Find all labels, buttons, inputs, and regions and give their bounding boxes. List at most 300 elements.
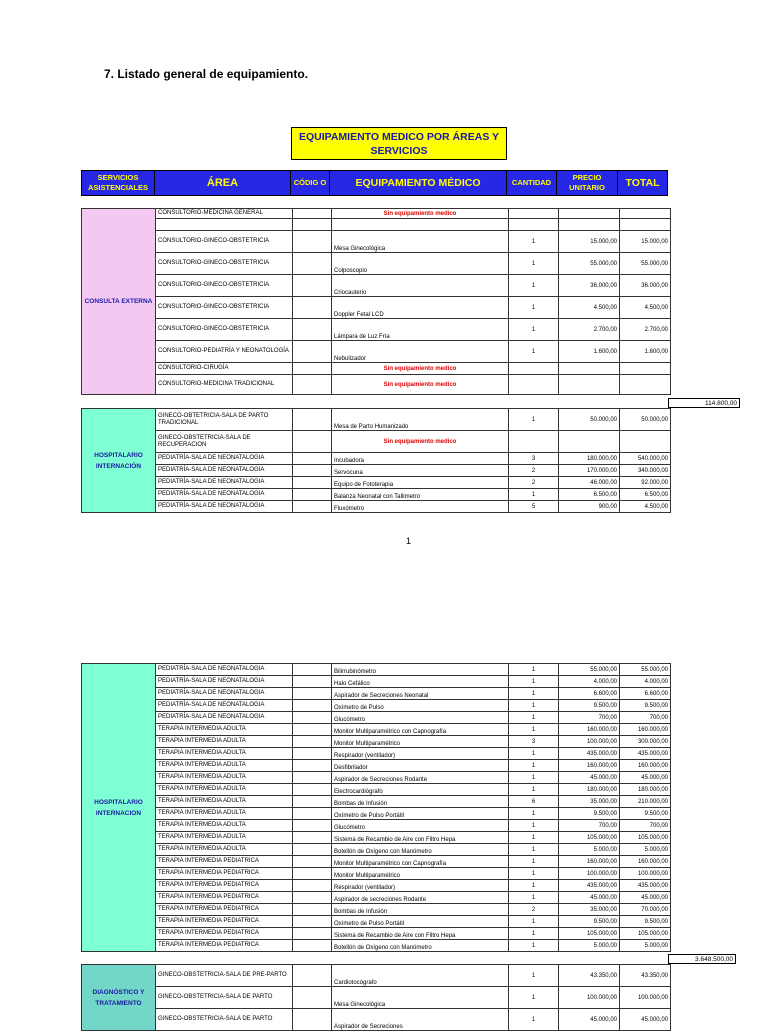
table-row xyxy=(82,501,671,513)
total-cell: 45.000,00 xyxy=(620,1009,671,1031)
equipment-cell: Mesa de Parto Humanizado xyxy=(332,409,509,431)
unit-price-cell: 6.600,00 xyxy=(559,688,620,700)
header-cantidad: CANTIDAD xyxy=(506,170,557,196)
table-row xyxy=(82,453,671,465)
table-row xyxy=(82,892,671,904)
total-cell: 4.500,00 xyxy=(620,501,671,513)
unit-price-cell: 15.000,00 xyxy=(559,231,620,253)
quantity-cell: 1 xyxy=(509,409,559,431)
codigo-cell xyxy=(293,219,332,231)
quantity-cell: 1 xyxy=(509,748,559,760)
equipment-cell: Glucómetro xyxy=(332,712,509,724)
quantity-cell: 1 xyxy=(509,688,559,700)
area-cell: CONSULTORIO-GINECO-OBSTETRICIA xyxy=(156,275,293,297)
section-subtotal: 114.800,00 xyxy=(668,398,740,408)
unit-price-cell: 700,00 xyxy=(559,820,620,832)
quantity-cell: 1 xyxy=(509,676,559,688)
equipment-cell: Servocuna xyxy=(332,465,509,477)
unit-price-cell: 100.000,00 xyxy=(559,987,620,1009)
equipment-cell: Bombas de Infusión xyxy=(332,904,509,916)
table-row xyxy=(82,772,671,784)
codigo-cell xyxy=(293,808,332,820)
area-cell: PEDIATRÍA-SALA DE NEONATALOGIA xyxy=(156,676,293,688)
unit-price-cell: 35.000,00 xyxy=(559,904,620,916)
area-cell: TERAPIA INTERMEDIA ADULTA xyxy=(156,760,293,772)
table-row xyxy=(82,341,671,363)
codigo-cell xyxy=(293,375,332,395)
total-cell: 55.000,00 xyxy=(620,253,671,275)
codigo-cell xyxy=(293,341,332,363)
unit-price-cell xyxy=(559,431,620,453)
equipment-cell: Bilirrubinómetro xyxy=(332,664,509,676)
equipment-cell: Mesa Ginecológica xyxy=(332,987,509,1009)
unit-price-cell: 100.000,00 xyxy=(559,868,620,880)
equipment-table-section xyxy=(81,208,671,395)
quantity-cell: 2 xyxy=(509,904,559,916)
area-cell: GINECO-OBSTETRICIA-SALA DE PRE-PARTO xyxy=(156,965,293,987)
total-cell: 100.000,00 xyxy=(620,987,671,1009)
quantity-cell: 3 xyxy=(509,453,559,465)
area-cell: GINECO-OBTETRICIA-SALA DE PARTO TRADICIONAL xyxy=(156,409,293,431)
quantity-cell: 1 xyxy=(509,297,559,319)
quantity-cell: 2 xyxy=(509,465,559,477)
area-cell: PEDIATRÍA-SALA DE NEONATALOGIA xyxy=(156,453,293,465)
unit-price-cell: 1.600,00 xyxy=(559,341,620,363)
area-cell: CONSULTORIO-PEDIATRÍA Y NEONATOLOGÍA xyxy=(156,341,293,363)
area-cell: CONSULTORIO-CIRUGÍA xyxy=(156,363,293,375)
quantity-cell: 6 xyxy=(509,796,559,808)
unit-price-cell xyxy=(559,219,620,231)
equipment-table-section xyxy=(81,663,671,952)
quantity-cell: 1 xyxy=(509,760,559,772)
unit-price-cell: 46.000,00 xyxy=(559,477,620,489)
total-cell xyxy=(620,219,671,231)
unit-price-cell: 45.000,00 xyxy=(559,772,620,784)
codigo-cell xyxy=(293,965,332,987)
total-cell: 5.000,00 xyxy=(620,844,671,856)
header-equipamiento: EQUIPAMIENTO MÉDICO xyxy=(329,170,507,196)
codigo-cell xyxy=(293,724,332,736)
total-cell xyxy=(620,209,671,219)
quantity-cell: 1 xyxy=(509,664,559,676)
codigo-cell xyxy=(293,409,332,431)
table-row xyxy=(82,465,671,477)
equipment-cell: Sin equipamiento medico xyxy=(332,431,509,453)
equipment-cell: Equipo de Fototerapia xyxy=(332,477,509,489)
total-cell: 540.000,00 xyxy=(620,453,671,465)
table-row xyxy=(82,219,671,231)
unit-price-cell: 4.500,00 xyxy=(559,297,620,319)
total-cell: 6.500,00 xyxy=(620,489,671,501)
quantity-cell: 1 xyxy=(509,700,559,712)
total-cell: 9.500,00 xyxy=(620,700,671,712)
unit-price-cell: 36.000,00 xyxy=(559,275,620,297)
table-title: EQUIPAMIENTO MEDICO POR ÁREAS Y SERVICIOS xyxy=(291,127,507,160)
table-row xyxy=(82,489,671,501)
equipment-cell: Cardiotocógrafo xyxy=(332,965,509,987)
equipment-cell: Oxímetro de Pulso Portátil xyxy=(332,808,509,820)
unit-price-cell: 160.000,00 xyxy=(559,760,620,772)
codigo-cell xyxy=(293,297,332,319)
codigo-cell xyxy=(293,231,332,253)
equipment-cell: Aspirador de Secreciones Neonatal xyxy=(332,688,509,700)
codigo-cell xyxy=(293,904,332,916)
table-row xyxy=(82,856,671,868)
total-cell: 50.000,00 xyxy=(620,409,671,431)
equipment-cell: Halo Cefálico xyxy=(332,676,509,688)
total-cell: 435.000,00 xyxy=(620,748,671,760)
area-cell: TERAPIA INTERMEDIA ADULTA xyxy=(156,772,293,784)
quantity-cell: 1 xyxy=(509,724,559,736)
quantity-cell: 1 xyxy=(509,940,559,952)
area-cell: TERAPIA INTERMEDIA PEDIATRICA xyxy=(156,892,293,904)
total-cell: 700,00 xyxy=(620,820,671,832)
codigo-cell xyxy=(293,880,332,892)
area-cell: PEDIATRÍA-SALA DE NEONATALOGIA xyxy=(156,477,293,489)
unit-price-cell: 900,00 xyxy=(559,501,620,513)
quantity-cell: 1 xyxy=(509,965,559,987)
codigo-cell xyxy=(293,712,332,724)
table-row xyxy=(82,868,671,880)
codigo-cell xyxy=(293,736,332,748)
table-row xyxy=(82,700,671,712)
equipment-cell: Mesa Ginecológica xyxy=(332,231,509,253)
table-row xyxy=(82,832,671,844)
unit-price-cell: 100.000,00 xyxy=(559,736,620,748)
service-cell: HOSPITALARIO INTERNACION xyxy=(82,664,156,952)
equipment-cell: Balanza Neonatal con Tallimetro xyxy=(332,489,509,501)
codigo-cell xyxy=(293,868,332,880)
page-number: 1 xyxy=(406,536,412,546)
quantity-cell: 1 xyxy=(509,231,559,253)
table-row xyxy=(82,965,671,987)
equipment-cell: Botellón de Oxígeno con Manómetro xyxy=(332,844,509,856)
service-cell: DIAGNÓSTICO Y TRATAMIENTO xyxy=(82,965,156,1031)
equipment-cell: Desfibrilador xyxy=(332,760,509,772)
codigo-cell xyxy=(293,796,332,808)
area-cell: CONSULTORIO-GINECO-OBSTETRICIA xyxy=(156,319,293,341)
area-cell: TERAPIA INTERMEDIA ADULTA xyxy=(156,724,293,736)
quantity-cell: 1 xyxy=(509,772,559,784)
unit-price-cell: 700,00 xyxy=(559,712,620,724)
codigo-cell xyxy=(293,363,332,375)
total-cell: 700,00 xyxy=(620,712,671,724)
unit-price-cell: 2.700,00 xyxy=(559,319,620,341)
codigo-cell xyxy=(293,844,332,856)
table-row xyxy=(82,796,671,808)
quantity-cell: 1 xyxy=(509,319,559,341)
table-row xyxy=(82,688,671,700)
total-cell: 70.000,00 xyxy=(620,904,671,916)
area-cell: TERAPIA INTERMEDIA ADULTA xyxy=(156,808,293,820)
total-cell: 160.000,00 xyxy=(620,856,671,868)
codigo-cell xyxy=(293,319,332,341)
area-cell: CONSULTORIO-GINECO-OBSTETRICIA xyxy=(156,231,293,253)
unit-price-cell: 180.000,00 xyxy=(559,453,620,465)
table-row xyxy=(82,363,671,375)
equipment-cell: Oxímetro de Pulso xyxy=(332,700,509,712)
codigo-cell xyxy=(293,892,332,904)
equipment-cell: Respirador (ventilador) xyxy=(332,748,509,760)
unit-price-cell: 45.000,00 xyxy=(559,892,620,904)
total-cell: 92.000,00 xyxy=(620,477,671,489)
codigo-cell xyxy=(293,856,332,868)
equipment-cell: Botellón de Oxígeno con Manómetro xyxy=(332,940,509,952)
area-cell: TERAPIA INTERMEDIA PEDIATRICA xyxy=(156,856,293,868)
quantity-cell: 5 xyxy=(509,501,559,513)
area-cell: PEDIATRÍA-SALA DE NEONATALOGIA xyxy=(156,501,293,513)
equipment-cell: Oxímetro de Pulso Portátil xyxy=(332,916,509,928)
table-row xyxy=(82,676,671,688)
quantity-cell xyxy=(509,431,559,453)
service-cell: HOSPITALARIO INTERNACIÓN xyxy=(82,409,156,513)
quantity-cell: 1 xyxy=(509,253,559,275)
quantity-cell: 1 xyxy=(509,928,559,940)
total-cell: 435.000,00 xyxy=(620,880,671,892)
area-cell: TERAPIA INTERMEDIA PEDIATRICA xyxy=(156,928,293,940)
total-cell: 5.000,00 xyxy=(620,940,671,952)
codigo-cell xyxy=(293,916,332,928)
unit-price-cell xyxy=(559,375,620,395)
quantity-cell: 1 xyxy=(509,856,559,868)
service-cell: CONSULTA EXTERNA xyxy=(82,209,156,395)
codigo-cell xyxy=(293,676,332,688)
equipment-cell: Electrocardiógrafo xyxy=(332,784,509,796)
table-row xyxy=(82,784,671,796)
unit-price-cell: 35.000,00 xyxy=(559,796,620,808)
area-cell: TERAPIA INTERMEDIA ADULTA xyxy=(156,736,293,748)
total-cell xyxy=(620,431,671,453)
area-cell: PEDIATRÍA-SALA DE NEONATALOGIA xyxy=(156,688,293,700)
area-cell: PEDIATRÍA-SALA DE NEONATALOGIA xyxy=(156,489,293,501)
quantity-cell: 1 xyxy=(509,916,559,928)
equipment-cell: Monitor Multiparamétrico xyxy=(332,868,509,880)
equipment-cell: Sistema de Recambio de Aire con Filtro Hepa xyxy=(332,832,509,844)
table-row xyxy=(82,297,671,319)
area-cell: TERAPIA INTERMEDIA ADULTA xyxy=(156,784,293,796)
total-cell: 15.000,00 xyxy=(620,231,671,253)
header-codigo: CÓDIG O xyxy=(290,170,330,196)
header-precio: PRECIO UNITARIO xyxy=(556,170,618,196)
equipment-cell: Glucómetro xyxy=(332,820,509,832)
area-cell: TERAPIA INTERMEDIA PEDIATRICA xyxy=(156,868,293,880)
total-cell: 45.000,00 xyxy=(620,892,671,904)
table-row xyxy=(82,987,671,1009)
section-subtotal: 3.648.500,00 xyxy=(668,954,736,964)
table-row xyxy=(82,760,671,772)
area-cell: TERAPIA INTERMEDIA ADULTA xyxy=(156,796,293,808)
equipment-cell: Aspirador de Secreciones xyxy=(332,1009,509,1031)
quantity-cell: 1 xyxy=(509,987,559,1009)
codigo-cell xyxy=(293,431,332,453)
equipment-table-section xyxy=(81,964,671,1031)
unit-price-cell: 55.000,00 xyxy=(559,664,620,676)
table-row xyxy=(82,844,671,856)
table-row xyxy=(82,916,671,928)
codigo-cell xyxy=(293,465,332,477)
table-row xyxy=(82,748,671,760)
table-row xyxy=(82,231,671,253)
equipment-cell: Colposcopio xyxy=(332,253,509,275)
table-row xyxy=(82,1009,671,1031)
unit-price-cell xyxy=(559,363,620,375)
header-area: ÁREA xyxy=(154,170,291,196)
area-cell: PEDIATRÍA-SALA DE NEONATALOGIA xyxy=(156,712,293,724)
total-cell: 210.000,00 xyxy=(620,796,671,808)
header-servicios: SERVICIOS ASISTENCIALES xyxy=(81,170,155,196)
equipment-cell: Sin equipamiento medico xyxy=(332,209,509,219)
equipment-cell: Fluxómetro xyxy=(332,501,509,513)
unit-price-cell: 9.500,00 xyxy=(559,808,620,820)
area-cell: PEDIATRÍA-SALA DE NEONATALOGIA xyxy=(156,465,293,477)
section-heading: 7. Listado general de equipamiento. xyxy=(104,67,309,81)
quantity-cell xyxy=(509,363,559,375)
total-cell: 55.000,00 xyxy=(620,664,671,676)
unit-price-cell: 160.000,00 xyxy=(559,856,620,868)
equipment-cell: Monitor Multiparamétrico con Capnografía xyxy=(332,856,509,868)
codigo-cell xyxy=(293,1009,332,1031)
total-cell: 105.000,00 xyxy=(620,928,671,940)
table-row xyxy=(82,477,671,489)
unit-price-cell: 55.000,00 xyxy=(559,253,620,275)
table-row xyxy=(82,253,671,275)
table-row xyxy=(82,712,671,724)
quantity-cell: 1 xyxy=(509,808,559,820)
equipment-cell: Bombas de Infusión xyxy=(332,796,509,808)
total-cell: 43.350,00 xyxy=(620,965,671,987)
codigo-cell xyxy=(293,275,332,297)
total-cell: 340.000,00 xyxy=(620,465,671,477)
unit-price-cell: 4.000,00 xyxy=(559,676,620,688)
table-row xyxy=(82,724,671,736)
codigo-cell xyxy=(293,940,332,952)
area-cell: TERAPIA INTERMEDIA PEDIATRICA xyxy=(156,904,293,916)
unit-price-cell: 160.000,00 xyxy=(559,724,620,736)
codigo-cell xyxy=(293,688,332,700)
table-row xyxy=(82,808,671,820)
codigo-cell xyxy=(293,928,332,940)
table-row xyxy=(82,431,671,453)
table-row xyxy=(82,375,671,395)
codigo-cell xyxy=(293,987,332,1009)
equipment-cell: Aspirador de secreciones Rodante xyxy=(332,892,509,904)
unit-price-cell: 180.000,00 xyxy=(559,784,620,796)
total-cell: 9.500,00 xyxy=(620,916,671,928)
quantity-cell: 1 xyxy=(509,784,559,796)
equipment-cell: Monitor Multiparamétrico con Capnografía xyxy=(332,724,509,736)
equipment-cell: Aspirador de Secreciones Rodante xyxy=(332,772,509,784)
table-row xyxy=(82,928,671,940)
unit-price-cell xyxy=(559,209,620,219)
equipment-cell: Doppler Fetal LCD xyxy=(332,297,509,319)
table-row xyxy=(82,209,671,219)
unit-price-cell: 43.350,00 xyxy=(559,965,620,987)
area-cell: CONSULTORIO-GINECO-OBSTETRICIA xyxy=(156,297,293,319)
equipment-cell: Criocauterio xyxy=(332,275,509,297)
area-cell: PEDIATRÍA-SALA DE NEONATALOGIA xyxy=(156,664,293,676)
table-row xyxy=(82,275,671,297)
total-cell: 105.000,00 xyxy=(620,832,671,844)
quantity-cell: 1 xyxy=(509,868,559,880)
table-row xyxy=(82,904,671,916)
table-row xyxy=(82,820,671,832)
quantity-cell: 1 xyxy=(509,489,559,501)
quantity-cell: 1 xyxy=(509,832,559,844)
codigo-cell xyxy=(293,832,332,844)
total-cell xyxy=(620,375,671,395)
unit-price-cell: 105.000,00 xyxy=(559,832,620,844)
codigo-cell xyxy=(293,760,332,772)
table-row xyxy=(82,409,671,431)
table-row xyxy=(82,664,671,676)
area-cell: TERAPIA INTERMEDIA PEDIATRICA xyxy=(156,940,293,952)
quantity-cell: 1 xyxy=(509,275,559,297)
equipment-cell: Sin equipamiento medico xyxy=(332,363,509,375)
total-cell xyxy=(620,363,671,375)
codigo-cell xyxy=(293,748,332,760)
total-cell: 160.000,00 xyxy=(620,724,671,736)
codigo-cell xyxy=(293,772,332,784)
unit-price-cell: 9.500,00 xyxy=(559,916,620,928)
quantity-cell: 1 xyxy=(509,892,559,904)
total-cell: 300.000,00 xyxy=(620,736,671,748)
total-cell: 9.500,00 xyxy=(620,808,671,820)
quantity-cell: 1 xyxy=(509,712,559,724)
unit-price-cell: 105.000,00 xyxy=(559,928,620,940)
equipment-cell: Lámpara de Luz Fría xyxy=(332,319,509,341)
codigo-cell xyxy=(293,453,332,465)
quantity-cell: 1 xyxy=(509,844,559,856)
codigo-cell xyxy=(293,253,332,275)
header-total: TOTAL xyxy=(617,170,668,196)
equipment-table-section xyxy=(81,408,671,513)
unit-price-cell: 6.500,00 xyxy=(559,489,620,501)
total-cell: 6.600,00 xyxy=(620,688,671,700)
codigo-cell xyxy=(293,784,332,796)
codigo-cell xyxy=(293,820,332,832)
total-cell: 36.000,00 xyxy=(620,275,671,297)
quantity-cell xyxy=(509,375,559,395)
total-cell: 4.000,00 xyxy=(620,676,671,688)
area-cell xyxy=(156,219,293,231)
area-cell: CONSULTORIO-GINECO-OBSTETRICIA xyxy=(156,253,293,275)
area-cell: GINECO-OBSTETRICIA-SALA DE PARTO xyxy=(156,987,293,1009)
area-cell: GINECO-OBSTETRICIA-SALA DE PARTO xyxy=(156,1009,293,1031)
equipment-cell: Sin equipamiento medico xyxy=(332,375,509,395)
area-cell: CONSULTORIO-MEDICINA TRADICIONAL xyxy=(156,375,293,395)
quantity-cell xyxy=(509,209,559,219)
quantity-cell: 1 xyxy=(509,820,559,832)
table-row xyxy=(82,736,671,748)
area-cell: TERAPIA INTERMEDIA ADULTA xyxy=(156,820,293,832)
area-cell: PEDIATRÍA-SALA DE NEONATALOGIA xyxy=(156,700,293,712)
area-cell: TERAPIA INTERMEDIA PEDIATRICA xyxy=(156,880,293,892)
codigo-cell xyxy=(293,664,332,676)
area-cell: TERAPIA INTERMEDIA ADULTA xyxy=(156,748,293,760)
codigo-cell xyxy=(293,477,332,489)
codigo-cell xyxy=(293,700,332,712)
unit-price-cell: 45.000,00 xyxy=(559,1009,620,1031)
unit-price-cell: 5.000,00 xyxy=(559,940,620,952)
quantity-cell: 1 xyxy=(509,1009,559,1031)
quantity-cell xyxy=(509,219,559,231)
unit-price-cell: 435.000,00 xyxy=(559,880,620,892)
equipment-cell: Nebulizador xyxy=(332,341,509,363)
area-cell: TERAPIA INTERMEDIA ADULTA xyxy=(156,832,293,844)
total-cell: 2.700,00 xyxy=(620,319,671,341)
codigo-cell xyxy=(293,501,332,513)
total-cell: 45.000,00 xyxy=(620,772,671,784)
